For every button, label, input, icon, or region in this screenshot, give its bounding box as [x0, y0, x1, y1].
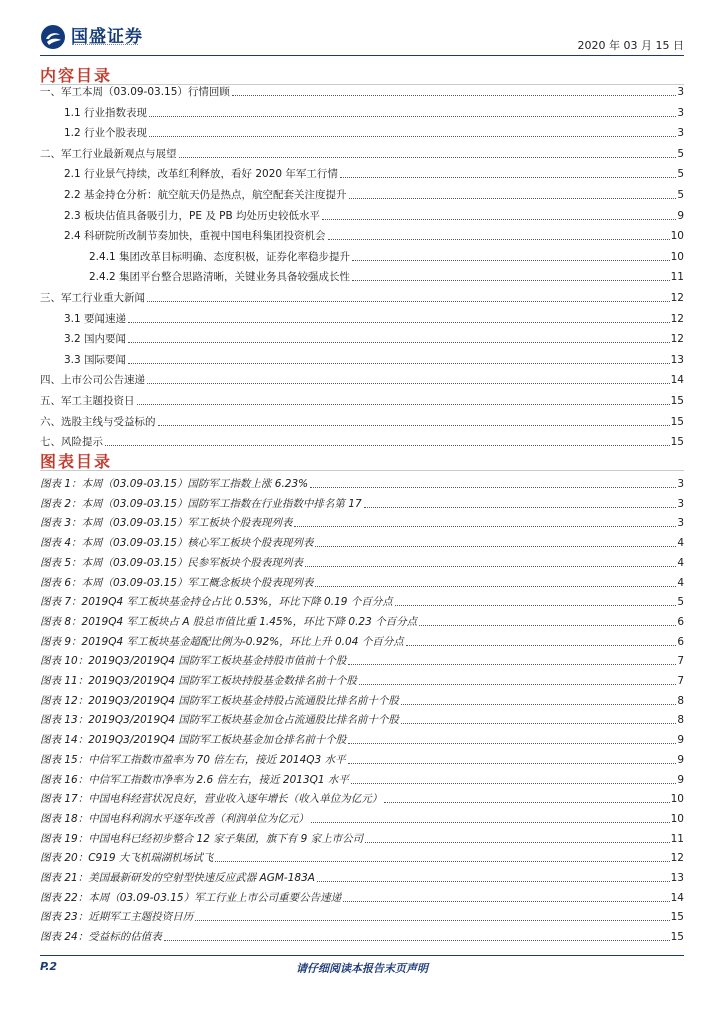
figure-entry[interactable]	[40, 929, 684, 944]
toc-entry-page: 10	[670, 230, 684, 243]
dot-leader	[128, 363, 670, 364]
dot-leader	[305, 566, 676, 567]
dot-leader	[147, 383, 670, 384]
dot-leader	[149, 136, 676, 137]
toc-entry-title: 2.3 板块估值具备吸引力，PE 及 PB 均处历史较低水平	[64, 209, 321, 222]
figure-entry-title: 图表 10：2019Q3/2019Q4 国防军工板块基金持股市值前十个股	[40, 655, 347, 668]
figure-entry-page: 4	[677, 576, 684, 589]
figure-entry[interactable]	[40, 811, 684, 826]
toc-entry[interactable]	[40, 414, 684, 429]
toc-entry-title: 3.2 国内要闻	[64, 333, 127, 346]
figure-entry[interactable]	[40, 634, 684, 649]
toc-entry-page: 11	[670, 271, 684, 284]
figure-entry-title: 图表 22：本周（03.09-03.15）军工行业上市公司重要公告速递	[40, 891, 342, 904]
figure-entry-title: 图表 20：C919 大飞机瑞湖机场试飞	[40, 852, 214, 865]
toc-entry-page: 10	[670, 250, 684, 263]
dot-leader	[232, 95, 676, 96]
dot-leader	[317, 881, 670, 882]
toc-entry-title: 2.4.2 集团平台整合思路清晰，关键业务具备较强成长性	[89, 271, 351, 284]
toc-entry[interactable]	[89, 269, 684, 284]
dot-leader	[310, 487, 676, 488]
figure-entry[interactable]	[40, 594, 684, 609]
figure-entry[interactable]	[40, 653, 684, 668]
toc-title: 内容目录	[40, 66, 113, 85]
dot-leader	[406, 645, 677, 646]
toc-entry-page: 3	[677, 106, 684, 119]
figure-entry-page: 3	[677, 478, 684, 490]
toc-entry-title: 一、军工本周（03.09-03.15）行情回顾	[40, 86, 230, 98]
page-header	[40, 24, 684, 56]
figure-entry-page: 12	[670, 852, 684, 865]
toc-entry-page: 5	[677, 147, 684, 160]
toc-entry-title: 三、军工行业重大新闻	[40, 292, 145, 304]
figure-entry[interactable]	[40, 752, 684, 767]
toc-entry[interactable]	[40, 393, 684, 408]
toc-entry-page: 12	[670, 333, 684, 346]
dot-leader	[311, 822, 670, 823]
toc-entry-page: 12	[670, 292, 684, 304]
toc-entry-page: 14	[670, 374, 684, 387]
figure-entry[interactable]	[40, 535, 684, 550]
figure-entry[interactable]	[40, 850, 684, 865]
dot-leader	[128, 342, 670, 343]
toc-entry-title: 3.1 要闻速递	[64, 312, 127, 325]
figure-entry[interactable]	[40, 732, 684, 747]
toc-entry-page: 5	[677, 189, 684, 201]
dot-leader	[352, 280, 670, 281]
figure-entry[interactable]	[40, 831, 684, 846]
figure-entry-title: 图表 11：2019Q3/2019Q4 国防军工板块持股基金数排名前十个股	[40, 675, 357, 687]
dot-leader	[137, 404, 670, 405]
figure-entry-title: 图表 2：本周（03.09-03.15）国防军工指数在行业指数中排名第 17	[40, 497, 362, 510]
toc-entry[interactable]	[40, 434, 684, 449]
figure-entry-title: 图表 7：2019Q4 军工板块基金持仓占比 0.53%，环比下降 0.19 个百分点	[40, 596, 393, 609]
figure-entry-title: 图表 16：中信军工指数市净率为 2.6 倍左右，接近 2013Q1 水平	[40, 773, 349, 786]
dot-leader	[294, 526, 676, 527]
toc-entry-title: 1.2 行业个股表现	[64, 127, 148, 140]
figure-entry[interactable]	[40, 890, 684, 905]
figure-entry[interactable]	[40, 870, 684, 885]
figure-entry-page: 9	[677, 773, 684, 786]
figure-entry-title: 图表 5：本周（03.09-03.15）民参军板块个股表现列表	[40, 556, 303, 569]
figure-entry-page: 11	[670, 832, 684, 845]
toc-entry-page: 15	[670, 415, 684, 428]
figure-entry-title: 图表 24：受益标的估值表	[40, 931, 162, 944]
figure-entry-page: 4	[677, 537, 684, 550]
figure-entry-page: 13	[670, 872, 684, 884]
figure-entry-page: 4	[677, 556, 684, 569]
dot-leader	[315, 586, 676, 587]
figure-entry-page: 9	[677, 734, 684, 747]
toc-entry-page: 13	[670, 353, 684, 366]
figure-entry-title: 图表 1：本周（03.09-03.15）国防军工指数上涨 6.23%	[40, 478, 309, 490]
figure-entry-page: 15	[670, 911, 684, 924]
dot-leader	[340, 177, 676, 178]
toc-entry[interactable]	[64, 352, 684, 367]
toc-entry[interactable]	[64, 105, 684, 120]
toc-entry-title: 二、军工行业最新观点与展望	[40, 147, 177, 160]
figure-entry-title: 图表 4：本周（03.09-03.15）核心军工板块个股表现列表	[40, 537, 314, 550]
figure-entry-page: 14	[670, 891, 684, 904]
figure-entry[interactable]	[40, 614, 684, 629]
toc-entry-title: 七、风险提示	[40, 436, 103, 449]
figure-entry-page: 3	[677, 517, 684, 530]
figure-entry[interactable]	[40, 693, 684, 708]
dot-leader	[359, 684, 676, 685]
figure-entry-page: 7	[677, 655, 684, 668]
figure-entry-title: 图表 23：近期军工主题投资日历	[40, 911, 194, 924]
dot-leader	[322, 219, 676, 220]
toc-entry[interactable]	[40, 372, 684, 387]
figure-entry[interactable]	[40, 575, 684, 590]
toc-entry[interactable]	[64, 311, 684, 326]
toc-entry-page: 3	[677, 86, 684, 98]
figure-entry[interactable]	[40, 555, 684, 570]
toc-entry[interactable]	[64, 187, 684, 202]
toc-entry[interactable]	[64, 228, 684, 243]
figure-entry-page: 8	[677, 694, 684, 707]
figure-entry-page: 7	[677, 675, 684, 687]
guosheng-logo-icon	[40, 24, 66, 50]
figure-entry-page: 10	[670, 812, 684, 825]
dot-leader	[401, 704, 676, 705]
dot-leader	[395, 605, 677, 606]
brand-name: 国盛证券	[71, 27, 143, 47]
dot-leader	[215, 861, 669, 862]
toc-entry-page: 5	[677, 168, 684, 181]
figure-entry[interactable]	[40, 712, 684, 727]
toc-entry[interactable]	[40, 146, 684, 161]
dot-leader	[343, 901, 670, 902]
toc-entry-page: 15	[670, 395, 684, 407]
figure-entry[interactable]	[40, 476, 684, 491]
figure-entry[interactable]	[40, 496, 684, 511]
dot-leader	[348, 763, 677, 764]
dot-leader	[164, 940, 670, 941]
toc-entry-title: 2.1 行业景气持续，改革红利释放，看好 2020 年军工行情	[64, 168, 338, 181]
figure-entry-title: 图表 19：中国电科已经初步整合 12 家子集团，旗下有 9 家上市公司	[40, 832, 364, 845]
page-number: P.2	[40, 960, 58, 973]
toc-entry[interactable]	[64, 331, 684, 346]
toc-entry-title: 1.1 行业指数表现	[64, 106, 148, 119]
toc-entry-title: 六、选股主线与受益标的	[40, 415, 156, 428]
toc-entry-title: 2.4 科研院所改制节奏加快，重视中国电科集团投资机会	[64, 230, 326, 243]
dot-leader	[384, 802, 669, 803]
toc-entry[interactable]	[40, 84, 684, 99]
toc-entry[interactable]	[40, 290, 684, 305]
figure-entry[interactable]	[40, 515, 684, 530]
footer-divider	[40, 955, 684, 956]
figure-entry-title: 图表 13：2019Q3/2019Q4 国防军工板块基金加仓占流通股比排名前十个股	[40, 714, 399, 727]
toc-entry-page: 9	[677, 209, 684, 222]
brand-subtitle-line	[72, 44, 138, 47]
toc-entry-page: 12	[670, 312, 684, 325]
figure-entry[interactable]	[40, 791, 684, 806]
dot-leader	[195, 920, 669, 921]
figure-entry-title: 图表 3：本周（03.09-03.15）军工板块个股表现列表	[40, 517, 293, 530]
dot-leader	[348, 743, 676, 744]
dot-leader	[128, 322, 670, 323]
toc-entry[interactable]	[64, 125, 684, 140]
toc-entry[interactable]	[64, 166, 684, 181]
dot-leader	[352, 260, 670, 261]
footer-disclaimer: 请仔细阅读本报告末页声明	[296, 962, 428, 975]
figure-entry[interactable]	[40, 772, 684, 787]
dot-leader	[328, 239, 670, 240]
dot-leader	[147, 301, 670, 302]
toc-entry-title: 四、上市公司公告速递	[40, 374, 145, 387]
dot-leader	[179, 157, 677, 158]
dot-leader	[364, 507, 677, 508]
report-date: 2020 年 03 月 15 日	[577, 39, 684, 52]
dot-leader	[351, 783, 676, 784]
toc-entry-title: 2.4.1 集团改革目标明确、态度积极，证券化率稳步提升	[89, 250, 351, 263]
figure-entry-title: 图表 8：2019Q4 军工板块占 A 股总市值比重 1.45%，环比下降 0.23 个百分点	[40, 615, 418, 628]
figure-entry-title: 图表 6：本周（03.09-03.15）军工概念板块个股表现列表	[40, 576, 314, 589]
toc-entry-page: 15	[670, 436, 684, 449]
figure-entry-page: 10	[670, 793, 684, 806]
figure-entry-page: 5	[677, 596, 684, 609]
dot-leader	[419, 625, 676, 626]
figures-title-divider	[40, 470, 684, 471]
figures-title: 图表目录	[40, 452, 113, 471]
figure-entry-title: 图表 9：2019Q4 军工板块基金超配比例为-0.92%，环比上升 0.04 个百分点	[40, 635, 404, 648]
dot-leader	[348, 664, 676, 665]
header-divider	[40, 55, 684, 56]
toc-entry-title: 五、军工主题投资日	[40, 395, 135, 407]
figure-entry-page: 3	[677, 497, 684, 510]
figure-entry-title: 图表 21：美国最新研发的空射型快速反应武器 AGM-183A	[40, 872, 315, 884]
dot-leader	[315, 546, 676, 547]
figure-entry-page: 15	[670, 931, 684, 944]
figure-entry-title: 图表 17：中国电科经营状况良好，营业收入逐年增长（收入单位为亿元）	[40, 793, 383, 806]
dot-leader	[401, 723, 676, 724]
dot-leader	[158, 425, 670, 426]
figure-entry[interactable]	[40, 673, 684, 688]
toc-entry-title: 2.2 基金持仓分析：航空航天仍是热点，航空配套关注度提升	[64, 189, 347, 201]
figure-entry-page: 9	[677, 753, 684, 766]
toc-entry-page: 3	[677, 127, 684, 140]
dot-leader	[349, 198, 677, 199]
toc-entry[interactable]	[64, 208, 684, 223]
dot-leader	[105, 445, 670, 446]
toc-entry-title: 3.3 国际要闻	[64, 353, 127, 366]
figure-entry-title: 图表 12：2019Q3/2019Q4 国防军工板块基金持股占流通股比排名前十个股	[40, 694, 399, 707]
figure-entry-page: 6	[677, 635, 684, 648]
dot-leader	[365, 842, 670, 843]
toc-entry[interactable]	[89, 249, 684, 264]
figure-entry-title: 图表 18：中国电科利润水平逐年改善（利润单位为亿元）	[40, 812, 309, 825]
figure-entry-title: 图表 15：中信军工指数市盈率为 70 倍左右，接近 2014Q3 水平	[40, 753, 346, 766]
figure-entry-page: 8	[677, 714, 684, 727]
figure-entry-title: 图表 14：2019Q3/2019Q4 国防军工板块基金加仓排名前十个股	[40, 734, 347, 747]
dot-leader	[149, 116, 676, 117]
figure-entry[interactable]	[40, 909, 684, 924]
figure-entry-page: 6	[677, 615, 684, 628]
